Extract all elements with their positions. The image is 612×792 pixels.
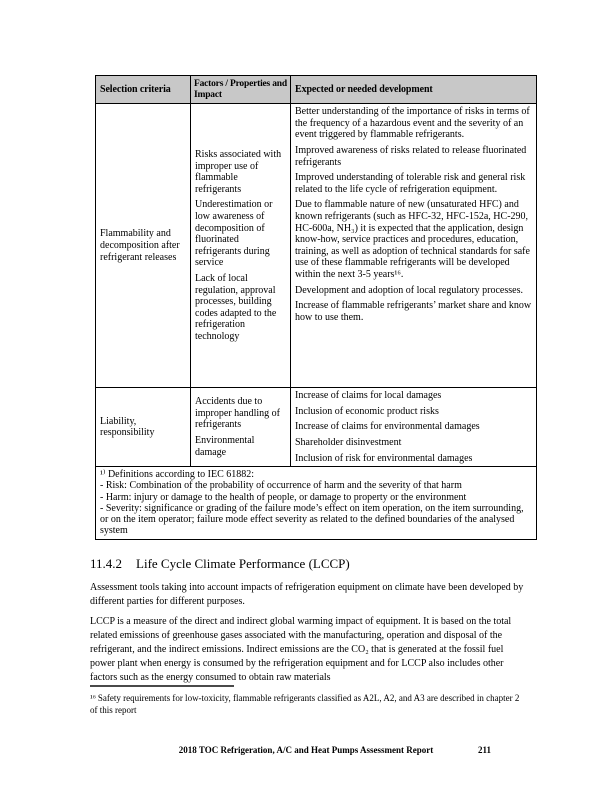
expected-cell: [291, 104, 537, 388]
footer-report-title: 2018 TOC Refrigeration, A/C and Heat Pumps Assessment Report: [178, 745, 434, 755]
header-label: Expected or needed development: [295, 84, 433, 96]
footnote-area: [90, 685, 526, 716]
factor-item: Underestimation or low awareness of decomposition of fluorinated refrigerants during service: [195, 199, 273, 269]
factor-item: Risks associated with improper use of flammable refrigerants: [195, 149, 282, 195]
definition-line: - Risk: Combination of the probability of occurrence of harm and the severity of that harm: [100, 480, 462, 492]
table-definitions-row: [96, 467, 537, 540]
factors-cell: [191, 388, 291, 467]
factor-item: Accidents due to improper handling of refrigerants: [195, 396, 280, 431]
expected-cell: [291, 388, 537, 467]
table-header-row: [96, 76, 537, 104]
definitions-cell: [96, 467, 537, 540]
table-row-flammability: [96, 104, 537, 388]
selection-criteria-table: [95, 75, 537, 540]
section-number: 11.4.2: [90, 556, 123, 571]
section-title: Life Cycle Climate Performance (LCCP): [136, 556, 350, 571]
body-paragraph: LCCP is a measure of the direct and indirect global warming impact of equipment. It is based on the total related emissions of greenhouse gases associated with the manufacturing, operation and disposal of the refrigerant, and the indirect emissions. Indirect emissions are the CO₂ that is generated at the fossil fuel power plant when energy is consumed by the refrigeration equipment and for LCCP also includes other factors such as the energy consumed to obtain raw materials: [90, 615, 512, 683]
footnote-text: Safety requirements for low-toxicity, flammable refrigerants classified as A2L, A2, and A3 are described in chapter 2 of this report: [90, 693, 520, 716]
column-header-factors-properties-impact: [191, 76, 291, 104]
expected-item: Increase of claims for local damages: [295, 390, 442, 402]
header-label-line: Factors / Properties and: [194, 79, 287, 89]
footer-page-number: 211: [477, 745, 491, 755]
expected-item: Improved understanding of tolerable risk and general risk related to the life cycle of refrigeration equipment.: [295, 172, 526, 195]
criteria-text: Flammability and decomposition after refrigerant releases: [100, 228, 180, 263]
definition-line: - Severity: significance or grading of the failure mode’s effect on item operation, on the item surrounding, or on the item operator; failure mode effect severity as related to the defined boundaries of the analysed system: [100, 502, 524, 537]
expected-item: Increase of flammable refrigerants’ market share and know how to use them.: [295, 300, 532, 323]
header-label-line: Impact: [194, 89, 222, 100]
section-lccp: [90, 557, 526, 691]
expected-item: Better understanding of the importance of risks in terms of the frequency of a hazardous event and the severity of an event triggered by flammable refrigerants.: [295, 106, 530, 141]
definition-line: ¹⁾ Definitions according to IEC 61882:: [100, 469, 255, 481]
factors-cell: [191, 104, 291, 388]
footnote-marker: ¹⁶: [90, 693, 96, 703]
expected-item: Inclusion of risk for environmental damages: [295, 452, 473, 464]
footnote-separator-rule: [90, 685, 234, 687]
expected-item: Increase of claims for environmental damages: [295, 421, 480, 433]
section-heading: [90, 557, 526, 572]
body-paragraph: Assessment tools taking into account impacts of refrigeration equipment on climate have been developed by different parties for different purposes.: [90, 581, 524, 607]
column-header-selection-criteria: [96, 76, 191, 104]
criteria-text: Liability, responsibility: [100, 415, 155, 439]
header-label: Selection criteria: [100, 84, 171, 96]
page-footer: [90, 745, 522, 755]
table-row-liability: [96, 388, 537, 467]
expected-item: Inclusion of economic product risks: [295, 405, 439, 417]
footnote: [90, 692, 526, 716]
expected-item: Shareholder disinvestment: [295, 437, 402, 449]
criteria-cell: [96, 388, 191, 467]
expected-item: Due to flammable nature of new (unsaturated HFC) and known refrigerants (such as HFC-32, HFC-152a, HC-290, HC-600a, NH₃) it is expected that the application, design know-how, service practices and procedures, education, training, as well as adoption of technical standards for safe use of these flammable refrigerants will be developed within the next 3-5 years¹⁶.: [295, 199, 530, 280]
expected-item: Development and adoption of local regulatory processes.: [295, 284, 523, 296]
factor-item: Lack of local regulation, approval processes, building codes adapted to the refrigeration technology: [195, 272, 277, 342]
expected-item: Improved awareness of risks related to release fluorinated refrigerants: [295, 145, 527, 168]
column-header-expected-development: [291, 76, 537, 104]
criteria-cell: [96, 104, 191, 388]
factor-item: Environmental damage: [195, 435, 255, 458]
definition-line: - Harm: injury or damage to the health of people, or damage to property or the environment: [100, 491, 467, 503]
